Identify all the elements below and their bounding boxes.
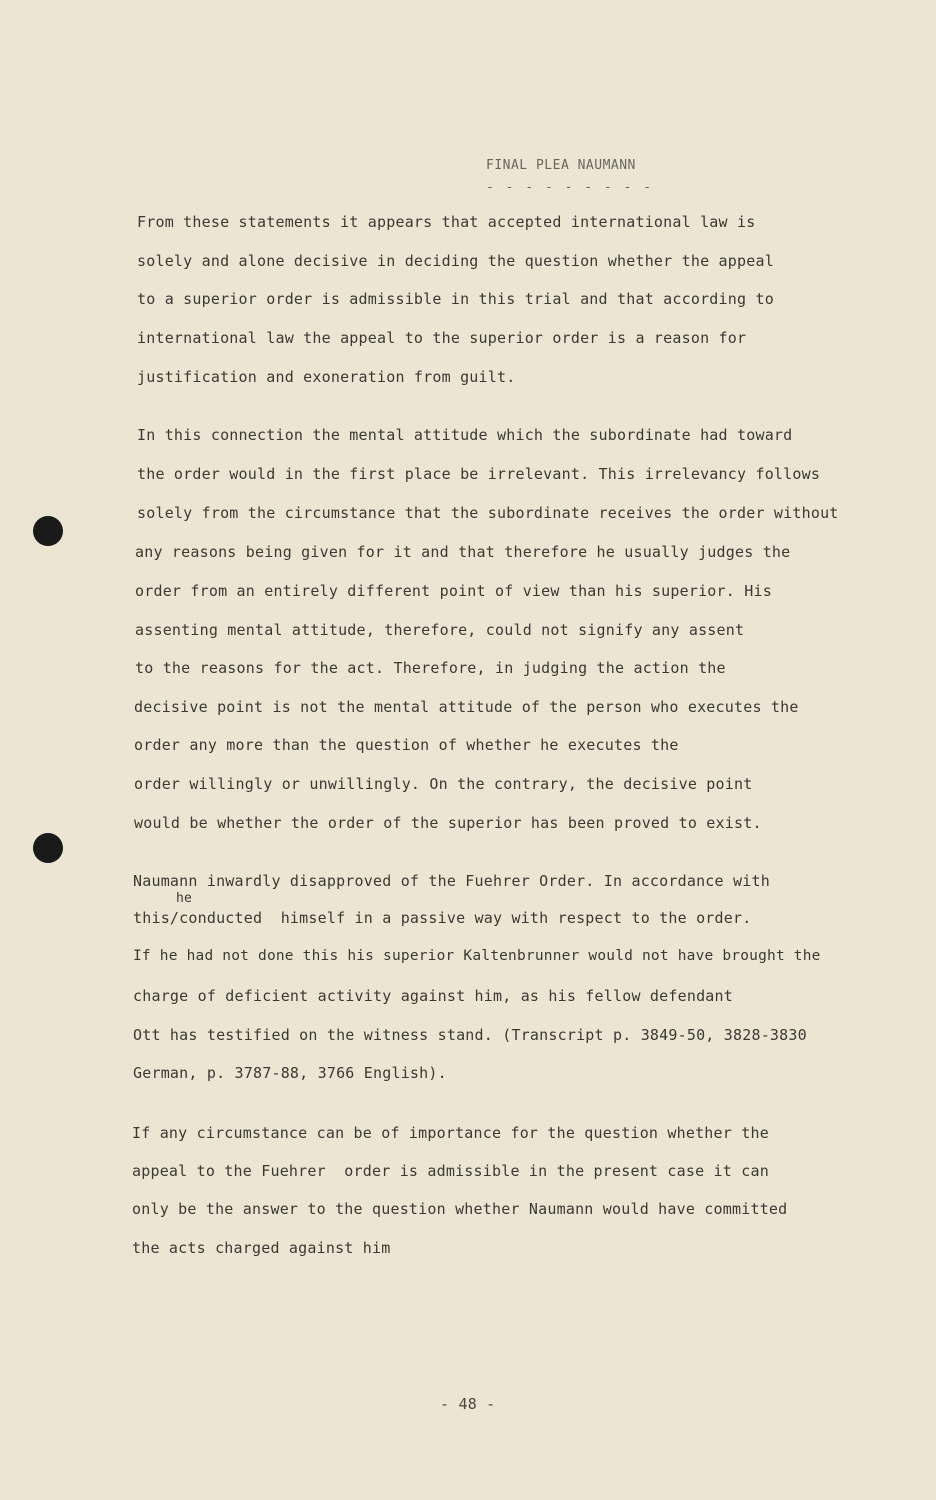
text-line: any reasons being given for it and that therefore he usually judges the — [135, 543, 791, 561]
text-line: the order would in the first place be irrelevant. This irrelevancy follows — [137, 465, 821, 483]
text-line: German, p. 3787-88, 3766 English). — [133, 1064, 447, 1082]
text-line: assenting mental attitude, therefore, could not signify any assent — [135, 621, 745, 639]
text-line: international law the appeal to the superior order is a reason for — [137, 329, 747, 347]
text-line: If he had not done this his superior Kaltenbrunner would not have brought the — [133, 948, 821, 964]
text-line: solely and alone decisive in deciding the question whether the appeal — [137, 252, 774, 270]
text-line: If any circumstance can be of importance for the question whether the — [132, 1124, 769, 1142]
text-line: order willingly or unwillingly. On the contrary, the decisive point — [134, 775, 753, 793]
text-line: decisive point is not the mental attitude of the person who executes the — [134, 698, 799, 716]
text-line: appeal to the Fuehrer order is admissible in the present case it can — [132, 1162, 769, 1180]
text-line: order any more than the question of whether he executes the — [134, 736, 679, 754]
text-line: justification and exoneration from guilt. — [137, 368, 516, 386]
title-underline: - - - - - - - - - — [486, 180, 654, 195]
text-line: only be the answer to the question whether Naumann would have committed — [132, 1200, 788, 1218]
text-line: charge of deficient activity against him, as his fellow defendant — [133, 987, 733, 1005]
document-title: FINAL PLEA NAUMANN — [486, 158, 636, 173]
punch-hole — [33, 516, 63, 546]
text-line: Naumann inwardly disapproved of the Fuehrer Order. In accordance with — [133, 872, 770, 890]
text-line: to the reasons for the act. Therefore, in judging the action the — [135, 659, 726, 677]
punch-hole — [33, 833, 63, 863]
text-line: order from an entirely different point of view than his superior. His — [135, 582, 772, 600]
text-line: would be whether the order of the superior has been proved to exist. — [134, 814, 762, 832]
interlinear-insertion: he — [176, 891, 193, 906]
text-line: In this connection the mental attitude which the subordinate had toward — [137, 426, 793, 444]
text-line: solely from the circumstance that the subordinate receives the order without — [137, 504, 839, 522]
text-line: Ott has testified on the witness stand. (Transcript p. 3849-50, 3828-3830 — [133, 1026, 807, 1044]
text-line: From these statements it appears that accepted international law is — [137, 213, 756, 231]
text-line: to a superior order is admissible in this trial and that according to — [137, 290, 774, 308]
page-number: - 48 - — [440, 1395, 496, 1413]
text-line: the acts charged against him — [132, 1239, 391, 1257]
text-line: this/conducted himself in a passive way with respect to the order. — [133, 909, 752, 927]
